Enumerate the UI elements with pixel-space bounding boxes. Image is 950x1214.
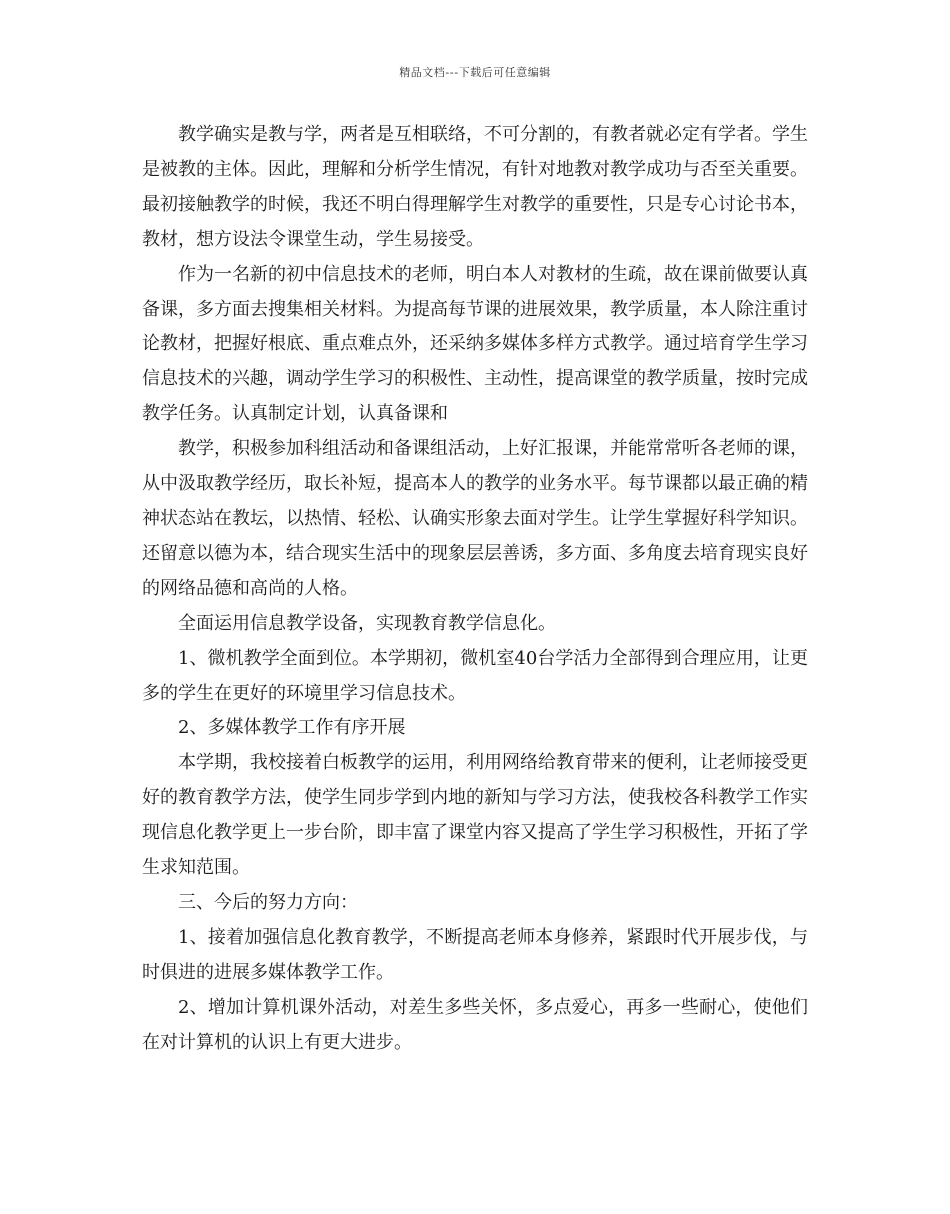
paragraph-multimedia-heading: 2、多媒体教学工作有序开展 bbox=[178, 717, 406, 739]
paragraph-future-direction-heading: 三、今后的努力方向： bbox=[178, 891, 358, 913]
paragraph-new-teacher-preparation: 作为一名新的初中信息技术的老师，明白本人对教材的生疏，故在课前做要认真备课，多方面去搜集相关材料。为提高每节课的进展效果，教学质量，本人除注重讨论教材，把握好根底、重点难点外，还采纳多媒体多样方式教学。通过培育学生学习信息技术的兴趣，调动学生学习的积极性、主动性，提高课堂的教学质量，按时完成教学任务。认真制定计划，认真备课和 bbox=[142, 263, 808, 425]
page-header: 精品文档---下载后可任意编辑 bbox=[399, 66, 551, 79]
paragraph-equipment-usage: 全面运用信息教学设备，实现教育教学信息化。 bbox=[178, 612, 556, 634]
document-body bbox=[142, 118, 808, 1060]
paragraph-computer-lab: 1、微机教学全面到位。本学期初，微机室40台学活力全部得到合理应用，让更多的学生在更好的环境里学习信息技术。 bbox=[142, 647, 808, 704]
paragraph-future-item-1: 1、接着加强信息化教育教学，不断提高老师本身修养，紧跟时代开展步伐，与时俱进的进展多媒体教学工作。 bbox=[142, 926, 808, 983]
paragraph-whiteboard-teaching: 本学期，我校接着白板教学的运用，利用网络给教育带来的便利，让老师接受更好的教育教学方法，使学生同步学到内地的新知与学习方法，使我校各科教学工作实现信息化教学更上一步台阶，即丰富了课堂内容又提高了学生学习积极性，开拓了学生求知范围。 bbox=[142, 752, 808, 879]
paragraph-teaching-activities: 教学，积极参加科组活动和备课组活动，上好汇报课，并能常常听各老师的课，从中汲取教学经历，取长补短，提高本人的教学的业务水平。每节课都以最正确的精神状态站在教坛，以热情、轻松、认确实形象去面对学生。让学生掌握好科学知识。还留意以德为本，结合现实生活中的现象层层善诱，多方面、多角度去培育现实良好的网络品德和高尚的人格。 bbox=[142, 438, 808, 599]
paragraph-teaching-students: 教学确实是教与学，两者是互相联络，不可分割的，有教者就必定有学者。学生是被教的主体。因此，理解和分析学生情况，有针对地教对教学成功与否至关重要。最初接触教学的时候，我还不明白得理解学生对教学的重要性，只是专心讨论书本，教材，想方设法令课堂生动，学生易接受。 bbox=[142, 124, 808, 250]
paragraph-future-item-2: 2、增加计算机课外活动，对差生多些关怀，多点爱心，再多一些耐心，使他们在对计算机的认识上有更大进步。 bbox=[142, 996, 808, 1053]
